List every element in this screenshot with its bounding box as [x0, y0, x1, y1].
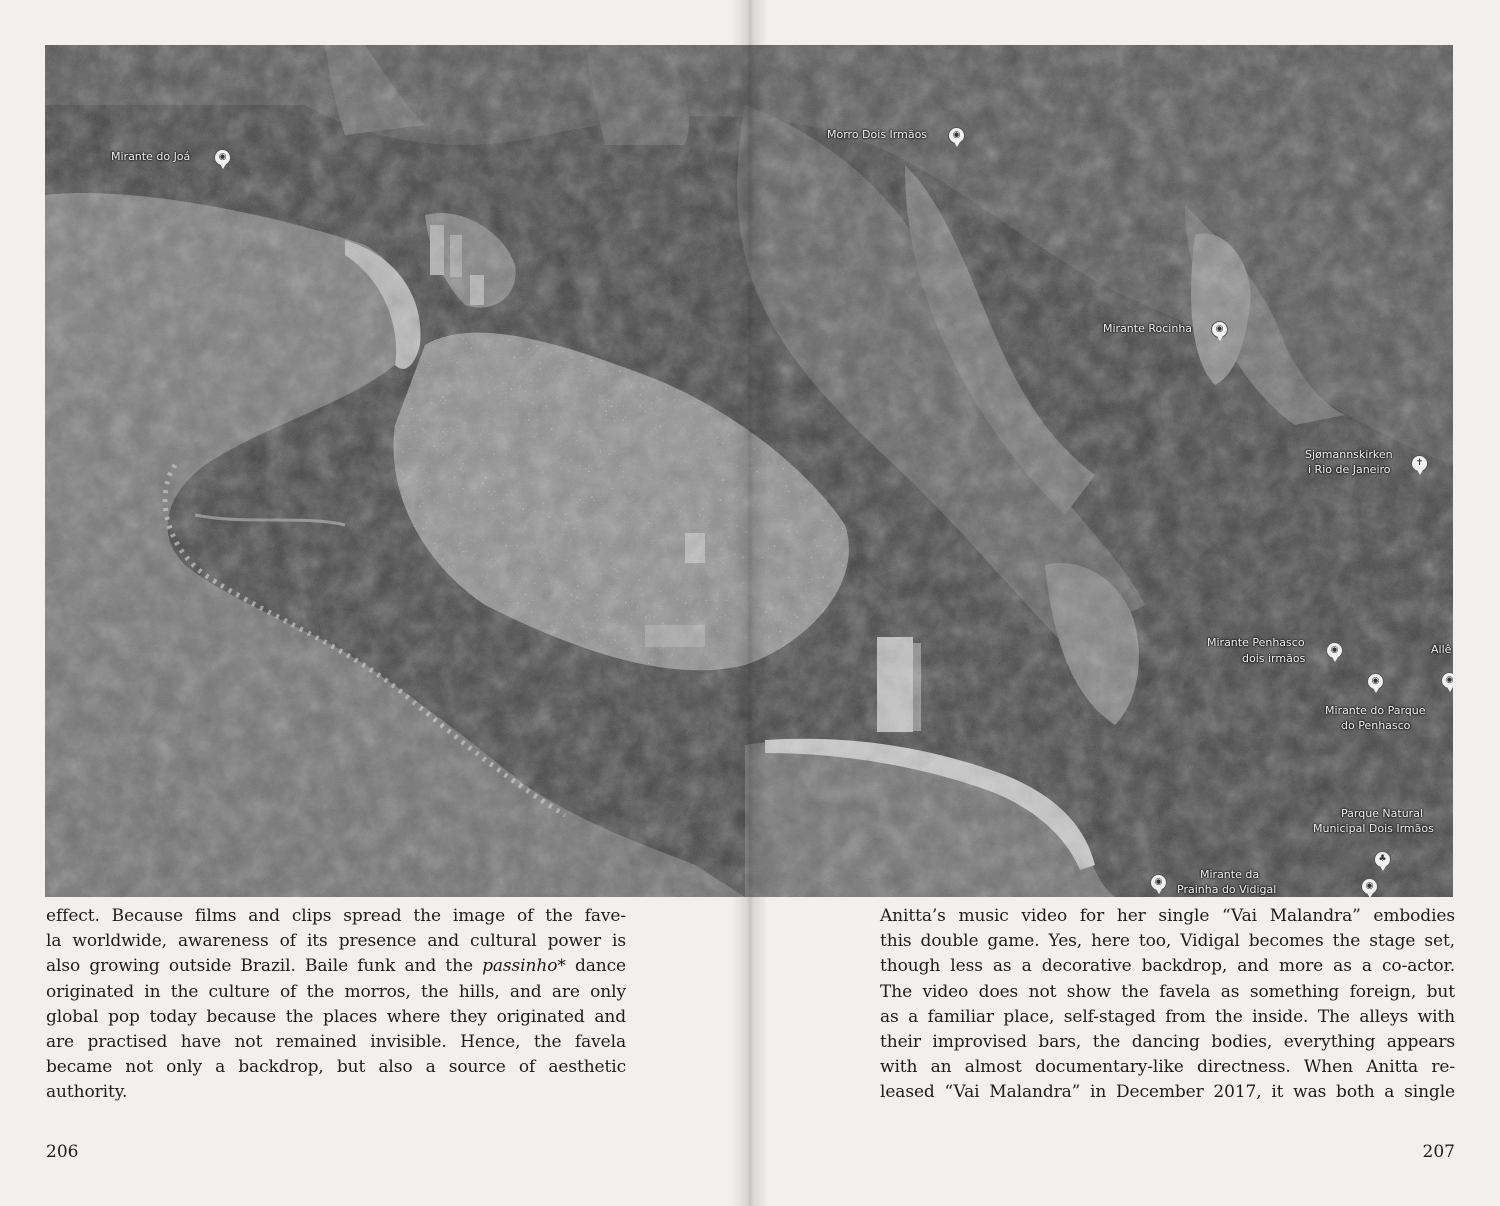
text-fragment: also growing outside Brazil. Baile funk and the [46, 956, 483, 977]
aerial-photo-drawing [45, 45, 1453, 897]
left-page-text [46, 904, 626, 1106]
text-line: Anitta’s music video for her single “Vai Malandra” embodies [880, 906, 1455, 926]
map-label-parque-penhasco-1: Mirante do Parque [1325, 704, 1426, 717]
aerial-photo [45, 45, 1453, 897]
text-line: originated in the culture of the morros, the hills, and are only [46, 981, 626, 1002]
map-label-penhasco-1: Mirante Penhasco [1207, 636, 1305, 649]
map-label-morro-dois-irmaos: Morro Dois Irmãos [827, 128, 928, 141]
map-label-sjomannskirken-1: Sjømannskirken [1305, 448, 1393, 461]
italic-term: passinho* [482, 956, 566, 977]
map-label-sjomannskirken-2: i Rio de Janeiro [1308, 463, 1391, 476]
text-line: with an almost documentary-like directness. When Anitta re- [880, 1057, 1455, 1078]
text-line: became not only a backdrop, but also a source of aesthetic [46, 1057, 626, 1078]
page-number-right: 207 [1422, 1142, 1455, 1162]
text-line: effect. Because films and clips spread the image of the fave- [46, 906, 626, 926]
camera-pin-icon: ◉ [1326, 642, 1343, 659]
map-label-parque-penhasco-2: do Penhasco [1341, 719, 1411, 732]
map-label-parque-natural-1: Parque Natural [1341, 807, 1424, 820]
map-label-parque-natural-2: Municipal Dois Irmãos [1313, 822, 1434, 835]
map-label-mirante-rocinha: Mirante Rocinha [1103, 322, 1193, 335]
tree-pin-icon: ♣ [1374, 851, 1391, 868]
text-line: leased “Vai Malandra” in December 2017, it was both a single [880, 1082, 1455, 1103]
text-line: as a familiar place, self-staged from the inside. The alleys with [880, 1006, 1455, 1027]
text-line: this double game. Yes, here too, Vidigal becomes the stage set, [880, 931, 1455, 952]
camera-pin-icon: ◉ [214, 149, 231, 166]
camera-pin-icon: ◉ [1441, 672, 1453, 689]
map-label-prainha-1: Mirante da [1200, 868, 1260, 881]
text-line [46, 954, 626, 979]
text-line: The video does not show the favela as something foreign, but [880, 981, 1455, 1002]
map-label-penhasco-2: dois irmãos [1242, 652, 1306, 665]
right-page-text [880, 904, 1455, 1106]
text-line: their improvised bars, the dancing bodies, everything appears [880, 1032, 1455, 1053]
map-label-prainha-2: Prainha do Vidigal [1177, 883, 1277, 896]
camera-pin-icon: ◉ [1361, 878, 1378, 895]
page-number-left: 206 [46, 1142, 79, 1162]
text-line: global pop today because the places where they originated and [46, 1006, 626, 1027]
camera-pin-icon: ◉ [1367, 673, 1384, 690]
text-line: are practised have not remained invisible. Hence, the favela [46, 1032, 626, 1053]
text-line: though less as a decorative backdrop, and more as a co-actor. [880, 956, 1455, 977]
map-label-cut: Allê [1431, 643, 1452, 656]
church-pin-icon: ✝ [1411, 455, 1428, 472]
camera-pin-icon: ◉ [1211, 321, 1228, 338]
text-fragment: dance [565, 956, 626, 977]
camera-pin-icon: ◉ [948, 127, 965, 144]
map-label-mirante-joa: Mirante do Joá [111, 150, 191, 163]
text-line: la worldwide, awareness of its presence and cultural power is [46, 931, 626, 952]
text-line: authority. [46, 1082, 128, 1103]
camera-pin-icon: ◉ [1150, 874, 1167, 891]
